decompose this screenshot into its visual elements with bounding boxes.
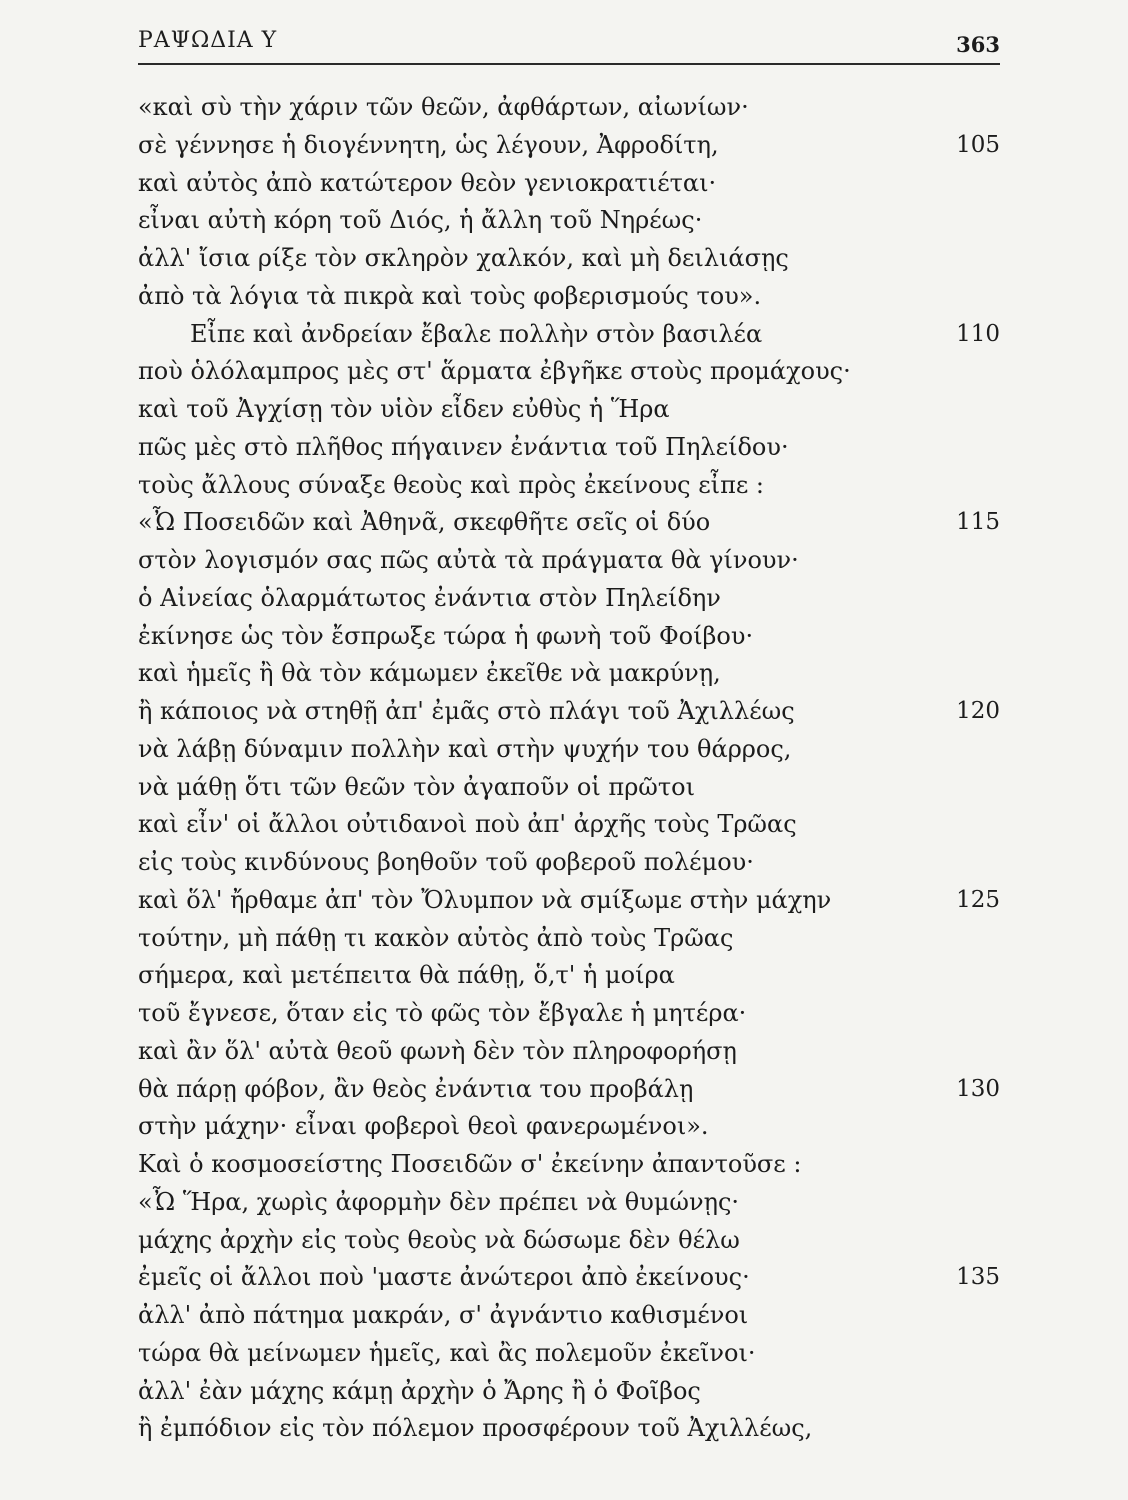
verse-text: τούτην, μὴ πάθῃ τι κακὸν αὐτὸς ἀπὸ τοὺς Τρῶας [138,923,734,952]
verse-line [138,1297,1000,1335]
verse-text: εἶναι αὐτὴ κόρη τοῦ Διός, ἡ ἄλλη τοῦ Νηρέως· [138,206,703,235]
line-number: 120 [956,698,1000,724]
verse-text: στὸν λογισμόν σας πῶς αὐτὰ τὰ πράγματα θὰ γίνουν· [138,546,799,574]
line-number: 105 [956,131,1000,158]
verse-text: εἰς τοὺς κινδύνους βοηθοῦν τοῦ φοβεροῦ πολέμου· [138,848,754,876]
verse-line [138,467,1000,505]
verse-line [138,1071,1000,1109]
verse-line [138,127,1000,165]
verse-text: καὶ αὐτὸς ἀπὸ κατώτερον θεὸν γενιοκρατιέται· [138,168,717,197]
verse-text: Εἶπε καὶ ἀνδρείαν ἔβαλε πολλὴν στὸν βασιλέα [190,319,763,348]
verse-text: τώρα θὰ μείνωμεν ἡμεῖς, καὶ ἂς πολεμοῦν ἐκεῖνοι· [138,1338,756,1367]
verse-line [138,1108,1000,1146]
verse-line [138,693,1000,731]
verse-text: νὰ λάβῃ δύναμιν πολλὴν καὶ στὴν ψυχήν του θάρρος, [138,734,792,763]
line-number: 110 [956,320,1000,347]
verse-line [138,504,1000,542]
verse-text: «καὶ σὺ τὴν χάριν τῶν θεῶν, ἀφθάρτων, αἰωνίων· [138,93,749,121]
verse-line [138,806,1000,844]
verse-line [138,1033,1000,1071]
verse-line [138,353,1000,391]
line-number: 130 [956,1075,1000,1102]
verse-line [138,1410,1000,1448]
verse-line [138,769,1000,807]
verse-text: ἢ κάποιος νὰ στηθῇ ἀπ' ἐμᾶς στὸ πλάγι τοῦ Ἀχιλλέως [138,697,795,725]
verse-text: ἀλλ' ἀπὸ πάτημα μακράν, σ' ἀγνάντιο καθισμένοι [138,1301,749,1329]
verse-text: Καὶ ὁ κοσμοσείστης Ποσειδῶν σ' ἐκείνην ἀπαντοῦσε : [138,1150,802,1178]
line-number: 135 [956,1264,1000,1291]
verse-line [138,920,1000,958]
line-number: 125 [956,886,1000,913]
verse-line [138,618,1000,656]
verse-line [138,882,1000,920]
verse-line [138,1222,1000,1260]
verse-text: στὴν μάχην· εἶναι φοβεροὶ θεοὶ φανερωμένοι». [138,1112,709,1141]
verse-line [138,1373,1000,1411]
verse-line [138,202,1000,240]
line-number: 115 [956,509,1000,536]
verse-line [138,1259,1000,1297]
verse-line [138,165,1000,203]
verse-text: ὁ Αἰνείας ὁλαρμάτωτος ἐνάντια στὸν Πηλείδην [138,583,721,612]
verse-text: τοῦ ἔγνεσε, ὅταν εἰς τὸ φῶς τὸν ἔβγαλε ἡ μητέρα· [138,999,747,1027]
verse-line [138,240,1000,278]
verse-text: τοὺς ἄλλους σύναξε θεοὺς καὶ πρὸς ἐκείνους εἶπε : [138,470,765,499]
verse-text: καὶ ἂν ὅλ' αὐτὰ θεοῦ φωνὴ δὲν τὸν πληροφορήσῃ [138,1036,737,1065]
verse-line [138,316,1000,354]
verse-line [138,655,1000,693]
verse-text: ἀλλ' ἴσια ρίξε τὸν σκληρὸν χαλκόν, καὶ μὴ δειλιάσῃς [138,244,789,272]
running-head [138,28,1000,60]
verse-text: θὰ πάρῃ φόβον, ἂν θεὸς ἐνάντια του προβάλῃ [138,1074,694,1103]
running-title: ΡΑΨΩΔΙΑ Υ [138,28,278,53]
verse-text: νὰ μάθῃ ὅτι τῶν θεῶν τὸν ἀγαποῦν οἱ πρῶτοι [138,772,696,801]
verse-line [138,1184,1000,1222]
verse-text: σήμερα, καὶ μετέπειτα θὰ πάθῃ, ὅ,τ' ἡ μοίρα [138,961,675,990]
verse-text: πῶς μὲς στὸ πλῆθος πήγαινεν ἐνάντια τοῦ Πηλείδου· [138,432,789,461]
verse-line [138,580,1000,618]
verse-text: μάχης ἀρχὴν εἰς τοὺς θεοὺς νὰ δώσωμε δὲν θέλω [138,1225,740,1254]
verse-text: ἀπὸ τὰ λόγια τὰ πικρὰ καὶ τοὺς φοβερισμούς του». [138,281,762,310]
verse-text: καὶ ἡμεῖς ἢ θὰ τὸν κάμωμεν ἐκεῖθε νὰ μακρύνῃ, [138,659,721,688]
verse-line [138,844,1000,882]
verse-body [138,89,1000,1448]
verse-line [138,957,1000,995]
verse-text: καὶ ὅλ' ἤρθαμε ἀπ' τὸν Ὄλυμπον νὰ σμίξωμε στὴν μάχην [138,885,832,914]
verse-line [138,429,1000,467]
verse-text: «Ὦ Ποσειδῶν καὶ Ἀθηνᾶ, σκεφθῆτε σεῖς οἱ δύο [138,508,711,537]
verse-line [138,731,1000,769]
verse-text: καὶ τοῦ Ἀγχίσῃ τὸν υἱὸν εἶδεν εὐθὺς ἡ Ἥρα [138,395,670,423]
verse-text: καὶ εἶν' οἱ ἄλλοι οὐτιδανοὶ ποὺ ἀπ' ἀρχῆς τοὺς Τρῶας [138,810,797,839]
verse-text: ἢ ἐμπόδιον εἰς τὸν πόλεμον προσφέρουν τοῦ Ἀχιλλέως, [138,1414,813,1443]
verse-line [138,995,1000,1033]
verse-text: ἐκίνησε ὡς τὸν ἔσπρωξε τώρα ἡ φωνὴ τοῦ Φοίβου· [138,621,754,650]
verse-line [138,1335,1000,1373]
verse-text: ποὺ ὁλόλαμπρος μὲς στ' ἅρματα ἐβγῆκε στοὺς προμάχους· [138,357,851,386]
verse-line [138,391,1000,429]
verse-text: ἀλλ' ἐὰν μάχης κάμῃ ἀρχὴν ὁ Ἄρης ἢ ὁ Φοῖβος [138,1376,701,1405]
page-number: 363 [956,32,1000,57]
verse-text: «Ὦ Ἥρα, χωρὶς ἀφορμὴν δὲν πρέπει νὰ θυμώνῃς· [138,1187,740,1216]
verse-text: σὲ γέννησε ἡ διογέννητη, ὡς λέγουν, Ἀφροδίτη, [138,130,719,159]
verse-line [138,1146,1000,1184]
header-rule [138,63,1000,65]
verse-line [138,542,1000,580]
verse-line [138,89,1000,127]
verse-text: ἐμεῖς οἱ ἄλλοι ποὺ 'μαστε ἀνώτεροι ἀπὸ ἐκείνους· [138,1263,750,1292]
verse-line [138,278,1000,316]
